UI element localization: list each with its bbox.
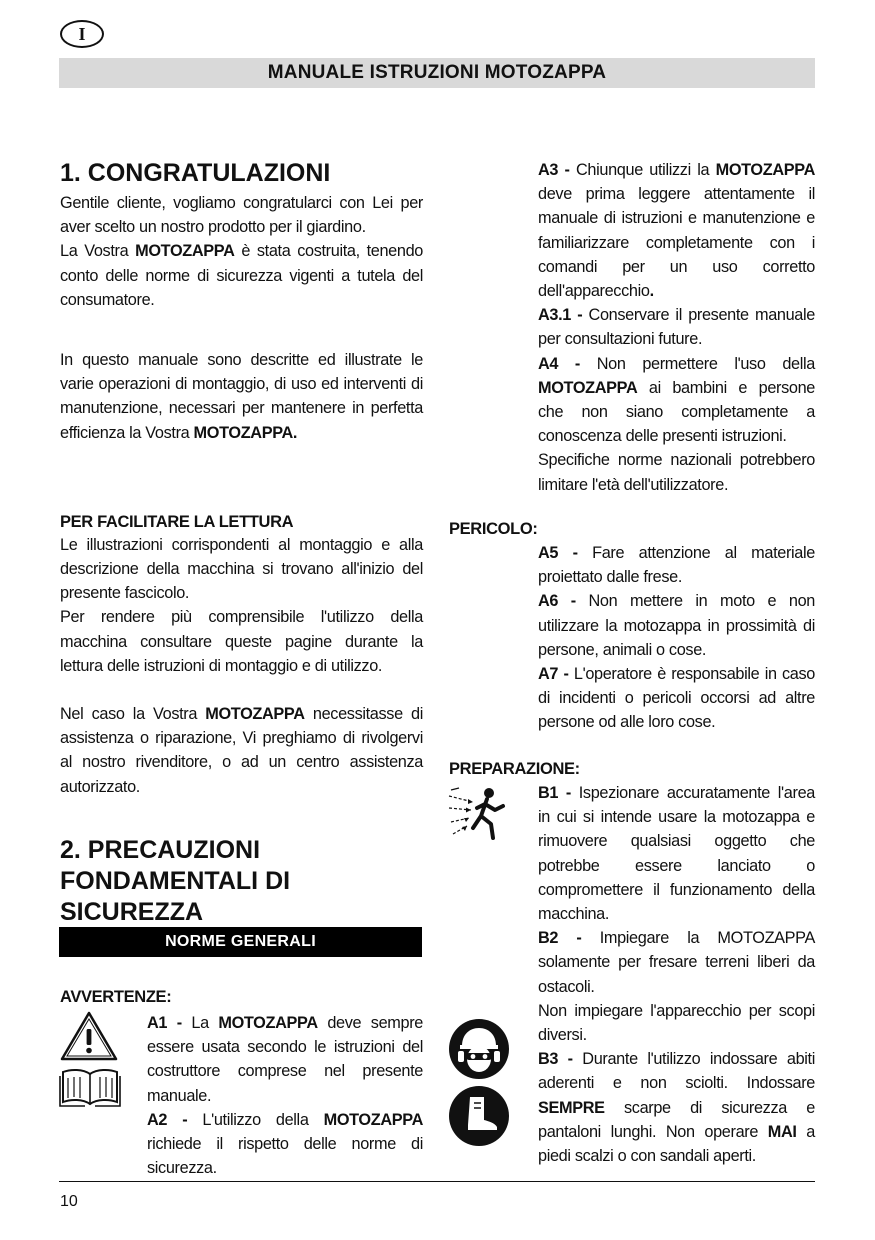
section-1-title: 1. CONGRATULAZIONI — [60, 159, 331, 187]
reading-guide-heading: PER FACILITARE LA LETTURA — [60, 512, 294, 531]
danger-a7: A7 - L'operatore è responsabile in caso di incidenti o pericoli occorsi ad altre persone od alle loro cose. — [538, 665, 815, 732]
danger-a6: A6 - Non mettere in moto e non utilizzare la motozappa in prossimità di persone, animali o cose. — [538, 592, 815, 659]
congrats-paragraph: Gentile cliente, vogliamo congratularci con Lei per aver scelto un nostro prodotto per il giardino. — [60, 194, 423, 237]
preparation-heading-block — [449, 758, 649, 780]
prep-b2-note: Non impiegare l'apparecchio per scopi diversi. — [538, 1001, 815, 1045]
prep-b1: B1 - Ispezionare accuratamente l'area in cui si intende usare la motozappa e rimuovere qualsiasi oggetto che potrebbe essere lanciato o compromettere il funzionamento della macchina. — [538, 784, 815, 924]
manual-intro-paragraph: In questo manuale sono descritte ed illustrate le varie operazioni di montaggio, di uso ed interventi di manutenzione, necessari per mantenere in perfetta efficienza la Vostra MOTOZAPPA. — [60, 351, 423, 442]
danger-heading-block — [449, 518, 649, 540]
usage-paragraph: Per rendere più comprensibile l'utilizzo della macchina consultare queste pagine durante la lettura delle istruzioni di montaggio e di utilizzo. — [60, 608, 423, 675]
warning-a2: A2 - L'utilizzo della MOTOZAPPA richiede il rispetto delle norme di sicurezza. — [147, 1110, 423, 1178]
warnings-heading-block — [60, 986, 423, 1008]
warnings-list — [147, 1011, 423, 1180]
warning-a3-1: A3.1 - Conservare il presente manuale per consultazioni future. — [538, 306, 815, 349]
safety-boot-icon — [448, 1085, 510, 1147]
compliance-paragraph: La Vostra MOTOZAPPA è stata costruita, tenendo conto delle norme di sicurezza vigenti a tutela del consumatore. — [60, 242, 423, 309]
warning-triangle-icon — [59, 1010, 119, 1062]
left-column — [60, 158, 423, 928]
page-number: 10 — [60, 1193, 78, 1210]
warning-a3: A3 - Chiunque utilizzi la MOTOZAPPA deve prima leggere attentamente il manuale di istruzioni e manutenzione e familiarizzare completamente con i comandi per un uso corretto dell'apparecchio. — [538, 161, 815, 301]
warning-a4: A4 - Non permettere l'uso della MOTOZAPPA ai bambini e persone che non siano completamente a conoscenza delle presenti istruzioni. — [538, 354, 815, 446]
assistance-paragraph: Nel caso la Vostra MOTOZAPPA necessitasse di assistenza o riparazione, Vi preghiamo di rivolgervi al nostro rivenditore, o ad un centro assistenza autorizzato. — [60, 705, 423, 796]
manual-book-icon — [59, 1066, 121, 1108]
danger-heading: PERICOLO: — [449, 520, 538, 538]
preparation-heading: PREPARAZIONE: — [449, 760, 580, 778]
warning-a1: A1 - La MOTOZAPPA deve sempre essere usata secondo le istruzioni del costruttore comprese nel presente manuale. — [147, 1014, 423, 1105]
right-column-top — [538, 158, 815, 497]
section-2-title: 2. PRECAUZIONI FONDAMENTALI DI SICUREZZA — [60, 835, 291, 926]
preparation-list — [538, 781, 815, 1168]
page-header-title: MANUALE ISTRUZIONI MOTOZAPPA — [59, 58, 815, 88]
danger-a5: A5 - Fare attenzione al materiale proiettato dalle frese. — [538, 544, 815, 587]
warning-a4-note: Specifiche norme nazionali potrebbero limitare l'età dell'utilizzatore. — [538, 451, 815, 494]
danger-list — [538, 541, 815, 735]
language-badge: I — [60, 20, 104, 48]
warnings-heading: AVVERTENZE: — [60, 988, 172, 1006]
general-rules-banner: NORME GENERALI — [59, 927, 422, 957]
protective-gear-icon — [448, 1018, 510, 1080]
thrown-objects-icon — [447, 784, 511, 844]
illustrations-paragraph: Le illustrazioni corrispondenti al montaggio e alla descrizione della macchina si trovano all'inizio del presente fascicolo. — [60, 535, 423, 603]
footer-divider — [59, 1181, 815, 1182]
prep-b2: B2 - Impiegare la MOTOZAPPA solamente per fresare terreni liberi da ostacoli. — [538, 929, 815, 996]
prep-b3: B3 - Durante l'utilizzo indossare abiti aderenti e non sciolti. Indossare SEMPRE scarpe di sicurezza e pantaloni lunghi. Non operare MAI a piedi scalzi o con sandali aperti. — [538, 1050, 815, 1166]
